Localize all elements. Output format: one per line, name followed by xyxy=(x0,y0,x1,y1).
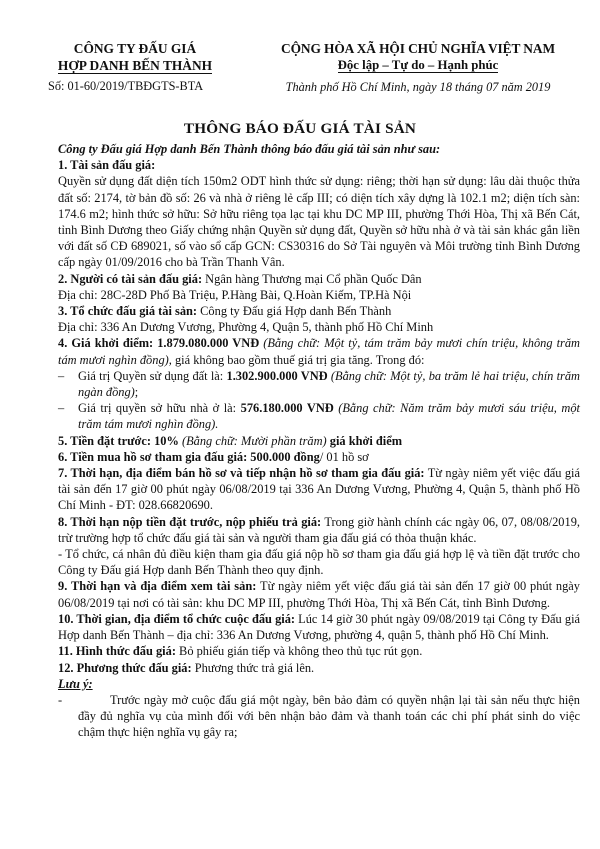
s7-label: 7. Thời hạn, địa điểm bán hồ sơ và tiếp nhận hồ sơ tham gia đấu giá: xyxy=(58,466,425,481)
s4-d1-words: (Bằng chữ: Một tỷ, ba trăm lẻ hai triệu, chín trăm ngàn đồng) xyxy=(78,368,581,400)
s6-label: 6. Tiền mua hồ sơ tham gia đấu giá: 500.000 đồng xyxy=(58,449,320,464)
s2-address: Địa chỉ: 28C-28D Phố Bà Triệu, P.Hàng Bài, Q.Hoàn Kiếm, TP.Hà Nội xyxy=(58,287,412,302)
s8-label: 8. Thời hạn nộp tiền đặt trước, nộp phiếu trả giá: xyxy=(58,514,322,529)
s11-label: 11. Hình thức đấu giá: xyxy=(58,644,176,659)
section-10 xyxy=(58,611,580,643)
s4-amount: 1.879.080.000 VNĐ xyxy=(153,336,260,351)
section-9 xyxy=(58,578,580,610)
s3-text: Công ty Đấu giá Hợp danh Bến Thành xyxy=(197,304,392,319)
s5-tail: giá khởi điểm xyxy=(326,433,403,448)
section-12 xyxy=(58,660,580,676)
s1-text: Quyền sử dụng đất diện tích 150m2 ODT hình thức sử dụng: riêng; thời hạn sử dụng: lâu dài thuộc thửa đất số: 2174, tờ bản đồ số: 26 và nhà ở riêng lẻ cấp III; có diện tích xây dựng là 102.1 m2; diện tích sàn: 174.6 m2; hình thức sở hữu: Sở hữu riêng tọa lạc tại khu DC MP III, phường Thới Hòa, Thị xã Bến Cát, tỉnh Bình Dương theo Giấy chứng nhận Quyền sử dụng đất, Quyền sở hữu nhà ở và tài sản khác gắn liền với đất số CĐ 689021, số vào sổ cấp GCN: CS30316 do Sở Tài nguyên và Môi trường tỉnh Bình Dương cấp ngày 01/09/2016 cho bà Trần Thanh Vân. xyxy=(58,174,580,270)
national-motto: Độc lập – Tự do – Hạnh phúc xyxy=(337,58,499,72)
s4-d2-words: (Bằng chữ: Năm trăm bảy mươi sáu triệu, một trăm tám mươi nghìn đồng). xyxy=(78,401,580,432)
place-date: Thành phố Hồ Chí Minh, ngày 18 tháng 07 năm 2019 xyxy=(285,80,551,94)
s4-d1-amount: 1.302.900.000 VNĐ xyxy=(226,368,328,383)
section-6 xyxy=(58,449,580,465)
s3-address: Địa chỉ: 336 An Dương Vương, Phường 4, Quận 5, thành phố Hồ Chí Minh xyxy=(58,320,434,335)
section-11 xyxy=(58,643,580,659)
note-text: Trước ngày mở cuộc đấu giá một ngày, bên bảo đảm có quyền nhận lại tài sản nếu thực hiện đầy đủ nghĩa vụ của mình đối với bên nhận bảo đảm và thanh toán các chi phí phát sinh do việc chậm thực hiện nghĩa vụ gây ra; xyxy=(78,692,580,740)
notice-title: THÔNG BÁO ĐẤU GIÁ TÀI SẢN xyxy=(183,120,417,137)
s2-text: Ngân hàng Thương mại Cổ phần Quốc Dân xyxy=(202,271,422,286)
section-3 xyxy=(58,303,580,319)
nation-heading: CỘNG HÒA XÃ HỘI CHỦ NGHĨA VIỆT NAM xyxy=(281,41,555,56)
section-8 xyxy=(58,514,580,546)
national-block xyxy=(258,40,578,95)
s1-label: 1. Tài sản đấu giá: xyxy=(58,158,156,173)
s9-label: 9. Thời hạn và địa điểm xem tài sản: xyxy=(58,579,257,594)
s11-text: Bỏ phiếu gián tiếp và không theo thủ tục rút gọn. xyxy=(175,644,423,659)
s12-text: Phương thức trả giá lên. xyxy=(191,660,315,675)
s4-detail-land: – Giá trị Quyền sử dụng đất là: 1.302.900.000 VNĐ (Bằng chữ: Một tỷ, ba trăm lẻ hai triệu, chín trăm ngàn đồng); xyxy=(58,368,581,400)
document-header xyxy=(0,40,600,110)
s4-d2-amount: 576.180.000 VNĐ xyxy=(240,401,334,416)
section-5 xyxy=(58,433,580,449)
company-block xyxy=(40,40,230,94)
s10-label: 10. Thời gian, địa điểm tổ chức cuộc đấu giá: xyxy=(58,611,296,626)
document-reference: Số: 01-60/2019/TBĐGTS-BTA xyxy=(48,79,204,93)
s10-text: Lúc 14 giờ 30 phút ngày 09/08/2019 tại Công ty Đấu giá Hợp danh Bến Thành – địa chỉ: 336 An Dương Vương, phường 4, quận 5, thành phố Hồ Chí Minh. xyxy=(58,611,581,643)
s6-tail: / 01 hồ sơ xyxy=(319,449,369,464)
s8-text: Trong giờ hành chính các ngày 06, 07, 08/08/2019, trừ trường hợp tổ chức đấu giá tài sản và người tham gia đấu giá có thỏa thuận khác. xyxy=(58,514,580,545)
notice-body xyxy=(58,141,580,741)
note-label: Lưu ý: xyxy=(58,676,93,691)
intro-line: Công ty Đấu giá Hợp danh Bến Thành thông báo đấu giá tài sản như sau: xyxy=(58,142,441,156)
s3-label: 3. Tổ chức đấu giá tài sản: xyxy=(58,304,198,319)
s4-words: (Bằng chữ: Một tỷ, tám trăm bảy mươi chín triệu, không trăm tám mươi nghìn đồng), xyxy=(58,336,581,367)
s4-d2-pre: Giá trị quyền sở hữu nhà ở là: xyxy=(78,401,241,416)
s5-label: 5. Tiền đặt trước: 10% xyxy=(58,433,179,448)
s4-d1-pre: Giá trị Quyền sử dụng đất là: xyxy=(78,368,227,383)
section-7 xyxy=(58,465,580,514)
s4-d1-end: ; xyxy=(134,385,139,400)
s9-text: Từ ngày niêm yết việc đấu giá tài sản đến 17 giờ 00 phút ngày 06/08/2019 tại nơi có tài sản: khu DC MP III, phường Thới Hòa, Thị xã Bến Cát, tỉnh Bình Dương. xyxy=(58,579,580,610)
s8-extra: - Tổ chức, cá nhân đủ điều kiện tham gia đấu giá nộp hồ sơ tham gia đấu giá hợp lệ và tiền đặt trước cho Công ty Đấu giá Hợp danh Bến Thành theo quy định. xyxy=(58,547,580,578)
s4-tail: giá không bao gồm thuế giá trị gia tăng. Trong đó: xyxy=(171,352,425,367)
s7-text: Từ ngày niêm yết việc đấu giá tài sản đến 17 giờ 00 phút ngày 06/08/2019 tại 336 An Dương Vương, Phường 4, Quận 5, thành phố Hồ Chí Minh - ĐT: 028.66820690. xyxy=(58,466,580,513)
s2-label: 2. Người có tài sản đấu giá: xyxy=(58,271,203,286)
s5-words: (Bằng chữ: Mười phần trăm) xyxy=(178,433,327,448)
s12-label: 12. Phương thức đấu giá: xyxy=(58,660,192,675)
s4-label: 4. Giá khởi điểm: xyxy=(58,336,154,351)
company-name-line2: HỢP DANH BẾN THÀNH xyxy=(57,58,213,73)
note-item: - Trước ngày mở cuộc đấu giá một ngày, bên bảo đảm có quyền nhận lại tài sản nếu thực hiện đầy đủ nghĩa vụ của mình đối với bên nhận bảo đảm và thanh toán các chi phí phát sinh do việc chậm thực hiện nghĩa vụ gây ra; xyxy=(58,692,580,740)
section-2 xyxy=(58,271,580,287)
company-name-line1: CÔNG TY ĐẤU GIÁ xyxy=(73,41,197,56)
section-4 xyxy=(58,335,580,367)
s4-detail-house: – Giá trị quyền sở hữu nhà ở là: 576.180.000 VNĐ (Bằng chữ: Năm trăm bảy mươi sáu triệu, một trăm tám mươi nghìn đồng). xyxy=(58,401,580,432)
